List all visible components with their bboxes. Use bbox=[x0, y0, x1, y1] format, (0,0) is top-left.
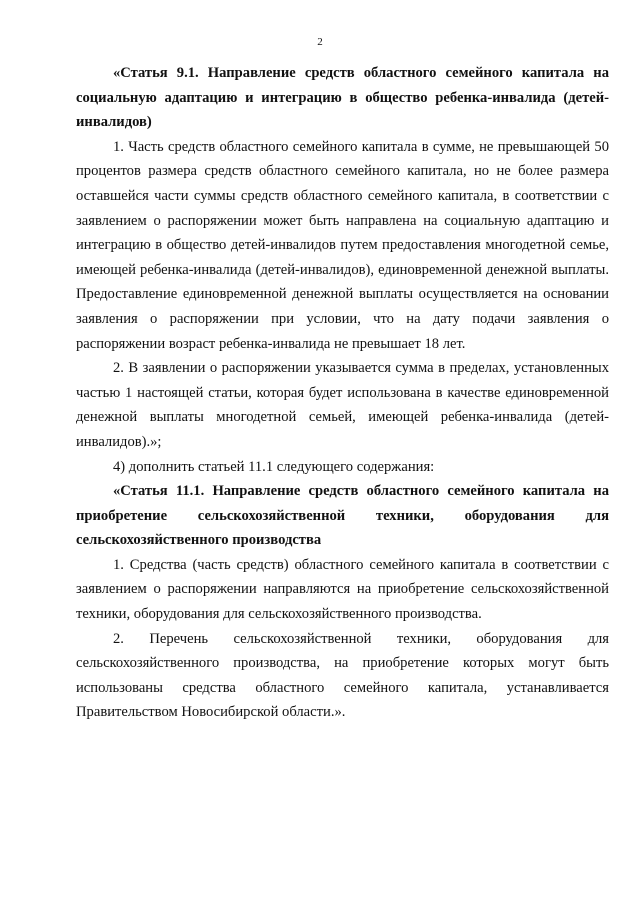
article-11-1-part-2: 2. Перечень сельскохозяйственной техники, оборудования для сельскохозяйственного производства, на приобретение которых могут быть использованы средства областного семейного капитала, устанавливается Правительством Новосибирской области.». bbox=[76, 630, 609, 721]
document-body bbox=[76, 61, 609, 725]
article-9-1-part-2: 2. В заявлении о распоряжении указывается сумма в пределах, установленных частью 1 настоящей статьи, которая будет использована в качестве единовременной денежной выплаты многодетной семьей, имеющей ребенка-инвалида (детей-инвалидов).»; bbox=[76, 360, 609, 450]
article-11-1-part-1: 1. Средства (часть средств) областного семейного капитала в соответствии с заявлением о распоряжении направляются на приобретение сельскохозяйственной техники, оборудования для сельскохозяйственного производства. bbox=[76, 556, 609, 623]
page-number: 2 bbox=[317, 36, 323, 48]
article-11-1-heading: «Статья 11.1. Направление средств областного семейного капитала на приобретение сельскохозяйственной техники, оборудования для сельскохозяйственного производства bbox=[76, 483, 609, 549]
article-9-1-part-1: 1. Часть средств областного семейного капитала в сумме, не превышающей 50 процентов размера средств областного семейного капитала, но не более размера оставшейся части суммы средств областного семейного капитала, в соответствии с заявлением о распоряжении может быть направлена на социальную адаптацию и интеграцию в общество детей-инвалидов путем предоставления многодетной семье, имеющей ребенка-инвалида (детей-инвалидов), единовременной денежной выплаты. Предоставление единовременной денежной выплаты осуществляется на основании заявления о распоряжении при условии, что на дату подачи заявления о распоряжении возраст ребенка-инвалида не превышает 18 лет. bbox=[76, 138, 609, 352]
article-9-1-heading: «Статья 9.1. Направление средств областного семейного капитала на социальную адаптацию и интеграцию в общество ребенка-инвалида (детей-инвалидов) bbox=[76, 65, 609, 131]
amendment-item-4: 4) дополнить статьей 11.1 следующего содержания: bbox=[113, 458, 435, 475]
